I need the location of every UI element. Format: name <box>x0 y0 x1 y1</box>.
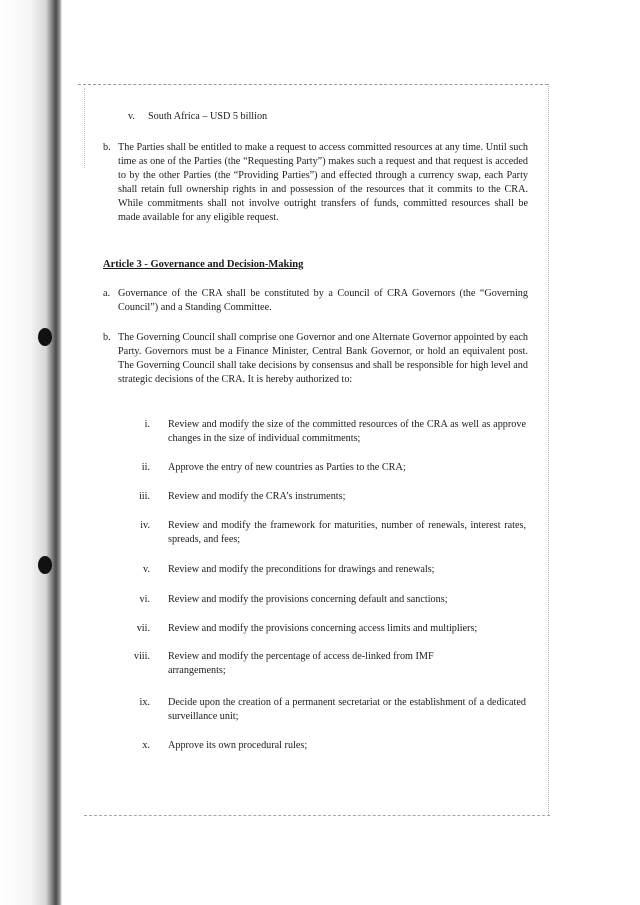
list-item-text: Approve the entry of new countries as Parties to the CRA; <box>168 462 406 473</box>
list-marker: v. <box>143 564 150 575</box>
list-item-text: Review and modify the preconditions for drawings and renewals; <box>168 564 435 575</box>
list-marker: v. <box>128 111 135 122</box>
paragraph-text: Governance of the CRA shall be constituted by a Council of CRA Governors (the “Governing Council”) and a Standing Committee. <box>118 288 528 313</box>
list-item-text: Review and modify the size of the committed resources of the CRA as well as approve changes in the size of individual commitments; <box>168 419 526 444</box>
paragraph-marker: b. <box>103 142 111 153</box>
list-marker: iv. <box>140 520 150 531</box>
article-heading: Article 3 - Governance and Decision-Making <box>103 259 304 270</box>
list-marker: viii. <box>133 651 150 662</box>
paragraph-text: The Parties shall be entitled to make a request to access committed resources at any time. Until such time as one of the Parties (the “Requesting Party”) makes such a request and that request is acceded to by the other Parties (the “Providing Parties”) and effected through a currency swap, each Party shall retain full ownership rights in and possession of the resources that it commits to the CRA. While commitments shall not involve outright transfers of funds, committed resources shall be made available for any eligible request. <box>118 142 528 223</box>
list-item-text: Review and modify the CRA’s instruments; <box>168 491 346 502</box>
list-marker: ix. <box>139 697 150 708</box>
paragraph-marker: a. <box>103 288 111 299</box>
list-item-text: Approve its own procedural rules; <box>168 740 308 751</box>
list-item-text: Review and modify the provisions concerning access limits and multipliers; <box>168 623 478 634</box>
list-marker: iii. <box>138 491 150 502</box>
paragraph-marker: b. <box>103 332 111 343</box>
list-item-text: Review and modify the framework for maturities, number of renewals, interest rates, spreads, and fees; <box>168 520 526 545</box>
list-marker: i. <box>144 419 150 430</box>
list-item-text: Decide upon the creation of a permanent secretariat or the establishment of a dedicated surveillance unit; <box>168 697 526 722</box>
list-marker: x. <box>142 740 150 751</box>
list-marker: ii. <box>141 462 150 473</box>
list-marker: vii. <box>136 623 150 634</box>
paragraph-text: The Governing Council shall comprise one Governor and one Alternate Governor appointed by each Party. Governors must be a Finance Minister, Central Bank Governor, or hold an equivalent post. The Governing Council shall take decisions by consensus and shall be responsible for high level and strategic decisions of the CRA. It is hereby authorized to: <box>118 332 528 385</box>
list-item-text: Review and modify the provisions concerning default and sanctions; <box>168 594 448 605</box>
list-item-text: South Africa – USD 5 billion <box>148 111 268 122</box>
list-marker: vi. <box>139 594 150 605</box>
list-item-text: Review and modify the percentage of access de-linked from IMF arrangements; <box>168 651 434 676</box>
